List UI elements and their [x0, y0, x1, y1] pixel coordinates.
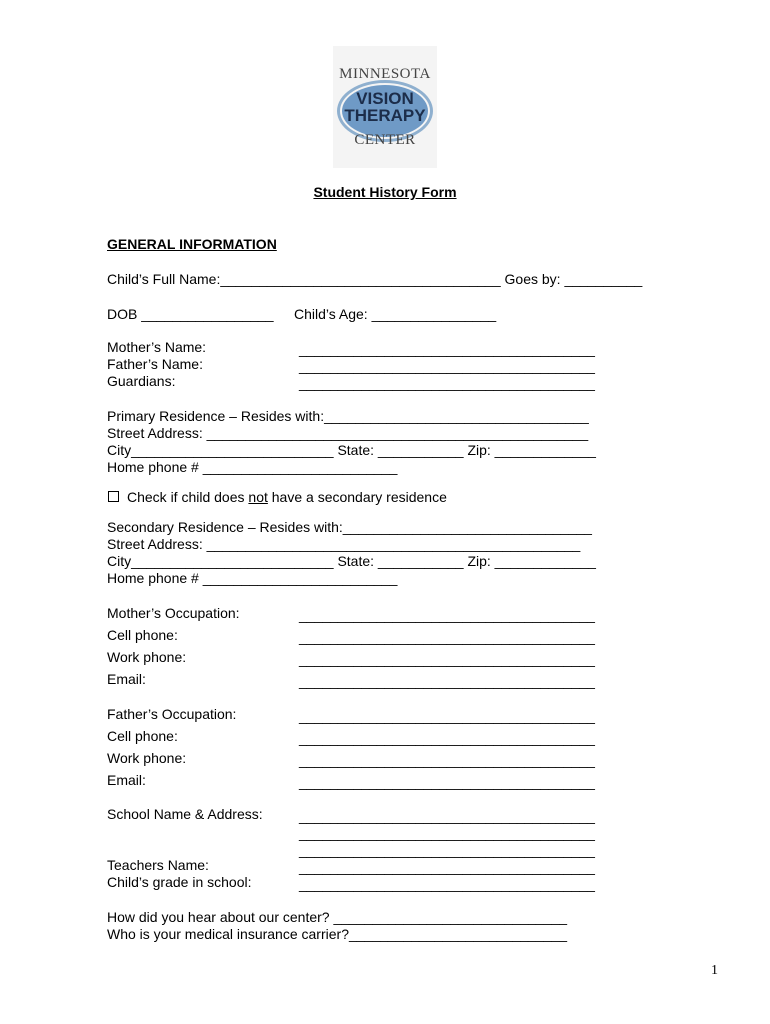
child-name-field[interactable]: Child’s Full Name:____________________________________ Goes by: __________ — [107, 271, 643, 287]
primary-home-phone-field[interactable]: Home phone # _________________________ — [107, 459, 398, 475]
school-line-1[interactable]: ______________________________________ — [299, 808, 595, 824]
school-line-3[interactable]: ______________________________________ — [299, 842, 595, 858]
father-occupation-label: Father’s Occupation: — [107, 706, 237, 722]
primary-resides-field[interactable]: Primary Residence – Resides with:__________________________________ — [107, 408, 589, 424]
father-name-line[interactable]: ______________________________________ — [299, 358, 595, 374]
dob-field[interactable]: DOB _________________ — [107, 306, 274, 322]
father-email-line[interactable]: ______________________________________ — [299, 774, 595, 790]
father-name-label: Father’s Name: — [107, 356, 203, 372]
father-email-label: Email: — [107, 772, 146, 788]
school-line-2[interactable]: ______________________________________ — [299, 825, 595, 841]
mother-work-label: Work phone: — [107, 649, 187, 665]
grade-line[interactable]: ______________________________________ — [299, 876, 595, 892]
form-title: Student History Form — [313, 184, 457, 200]
checkbox-label-suffix: have a secondary residence — [267, 489, 447, 505]
father-occupation-line[interactable]: ______________________________________ — [299, 708, 595, 724]
checkbox-label — [127, 489, 447, 506]
secondary-resides-field[interactable]: Secondary Residence – Resides with:________________________________ — [107, 519, 592, 535]
section-title: GENERAL INFORMATION — [107, 236, 277, 252]
mother-name-line[interactable]: ______________________________________ — [299, 341, 595, 357]
father-cell-line[interactable]: ______________________________________ — [299, 730, 595, 746]
child-age-field[interactable]: Child’s Age: ________________ — [294, 306, 497, 322]
logo-text-bottom: CENTER — [354, 132, 416, 148]
school-label: School Name & Address: — [107, 806, 263, 822]
father-work-line[interactable]: ______________________________________ — [299, 752, 595, 768]
logo-text-top: MINNESOTA — [339, 66, 431, 82]
father-cell-label: Cell phone: — [107, 728, 178, 744]
logo-text-vision: VISION — [356, 89, 414, 108]
primary-street-field[interactable]: Street Address: _________________________________________________ — [107, 425, 589, 441]
mother-occupation-label: Mother’s Occupation: — [107, 605, 240, 621]
grade-label: Child’s grade in school: — [107, 874, 252, 890]
mother-name-label: Mother’s Name: — [107, 339, 207, 355]
secondary-street-field[interactable]: Street Address: ________________________________________________ — [107, 536, 581, 552]
teachers-label: Teachers Name: — [107, 857, 209, 873]
mother-work-line[interactable]: ______________________________________ — [299, 651, 595, 667]
checkbox-label-prefix: Check if child does — [127, 489, 249, 505]
hear-about-field[interactable]: How did you hear about our center? ______________________________ — [107, 909, 568, 925]
primary-city-field[interactable]: City__________________________ State: ___________ Zip: _____________ — [107, 442, 596, 458]
teachers-line[interactable]: ______________________________________ — [299, 859, 595, 875]
logo-text-therapy: THERAPY — [344, 106, 426, 125]
mother-cell-label: Cell phone: — [107, 627, 178, 643]
center-logo — [333, 46, 437, 168]
mother-email-label: Email: — [107, 671, 146, 687]
checkbox-label-not: not — [248, 489, 268, 505]
no-secondary-residence-checkbox[interactable] — [108, 491, 119, 502]
mother-email-line[interactable]: ______________________________________ — [299, 673, 595, 689]
guardians-label: Guardians: — [107, 373, 176, 389]
mother-occupation-line[interactable]: ______________________________________ — [299, 607, 595, 623]
secondary-home-phone-field[interactable]: Home phone # _________________________ — [107, 570, 398, 586]
insurance-field[interactable]: Who is your medical insurance carrier?____________________________ — [107, 926, 567, 942]
page-number: 1 — [711, 963, 718, 978]
mother-cell-line[interactable]: ______________________________________ — [299, 629, 595, 645]
guardians-line[interactable]: ______________________________________ — [299, 375, 595, 391]
father-work-label: Work phone: — [107, 750, 187, 766]
secondary-city-field[interactable]: City__________________________ State: ___________ Zip: _____________ — [107, 553, 596, 569]
